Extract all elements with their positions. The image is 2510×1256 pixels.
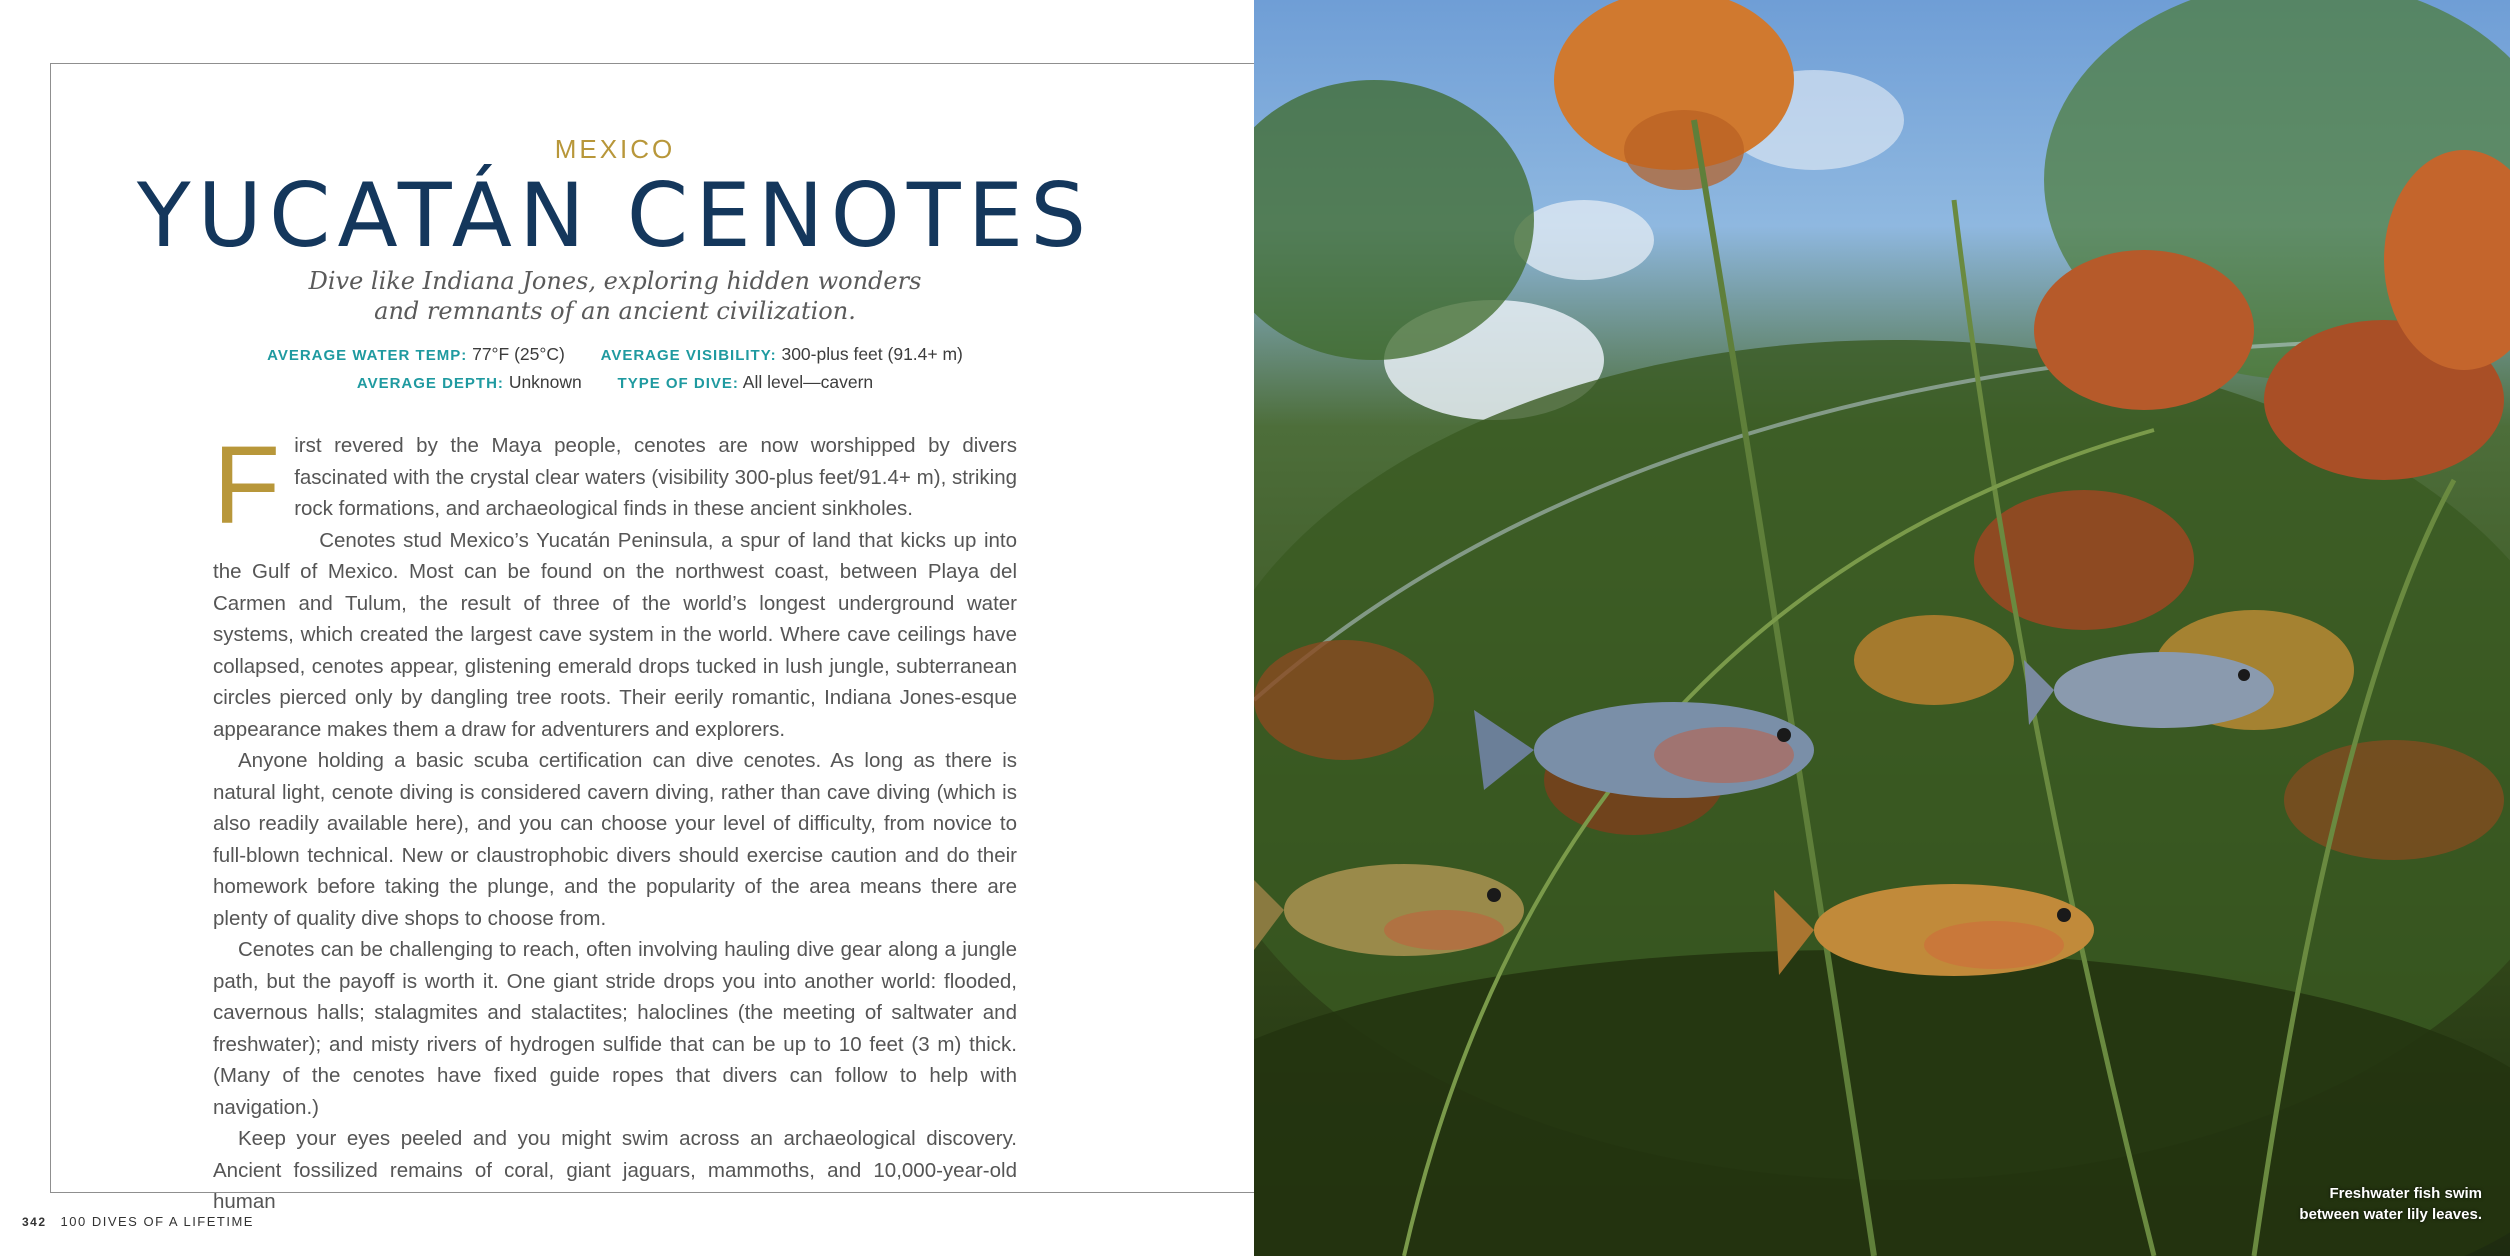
- visibility-value: 300-plus feet (91.4+ m): [781, 344, 963, 364]
- caption-line-2: between water lily leaves.: [2299, 1206, 2482, 1223]
- dive-stats: [0, 341, 1230, 397]
- page-title: YUCATÁN CENOTES: [136, 164, 1094, 267]
- left-page: [0, 0, 1254, 1256]
- paragraph-1: [213, 424, 1017, 547]
- page-number: 342: [22, 1215, 47, 1229]
- deck-line-1: Dive like Indiana Jones, exploring hidden wonders: [308, 267, 922, 295]
- photo-illustration: [1254, 0, 2510, 1256]
- water-temp-value: 77°F (25°C): [472, 344, 565, 364]
- stats-row-1: [0, 341, 1230, 369]
- paragraph-1-text: irst revered by the Maya people, cenotes are now worshipped by divers fascinated with the crystal clear waters (visibility 300-plus feet/91.4+ m), striking rock formations, and archaeological finds in these ancient sinkholes.: [294, 434, 1017, 520]
- dive-type-label: TYPE OF DIVE:: [617, 375, 739, 392]
- paragraph-5: Keep your eyes peeled and you might swim across an archaeological discovery. Ancient fossilized remains of coral, giant jaguars, mammoths, and 10,000-year-old human: [213, 1127, 1017, 1213]
- photo-caption: [2299, 1183, 2482, 1225]
- page-footer: [22, 1214, 254, 1229]
- book-title: 100 DIVES OF A LIFETIME: [60, 1214, 254, 1229]
- paragraph-2: Cenotes stud Mexico’s Yucatán Peninsula, a spur of land that kicks up into the Gulf of Mexico. Most can be found on the northwest coast, between Playa del Carmen and Tulum, the result of three of the world’s longest underground water systems, which created the largest cave system in the world. Where cave ceilings have collapsed, cenotes appear, glistening emerald drops tucked in lush jungle, subterranean circles pierced only by dangling tree roots. Their eerily romantic, Indiana Jones-esque appearance makes them a draw for adventurers and explorers.: [213, 528, 1017, 741]
- deck-line-2: and remnants of an ancient civilization.: [374, 297, 856, 325]
- underwater-photo: [1254, 0, 2510, 1256]
- location-kicker: MEXICO: [554, 134, 676, 164]
- paragraph-3: Anyone holding a basic scuba certification can dive cenotes. As long as there is natural light, cenote diving is considered cavern diving, rather than cave diving (which is also readily available here), and you can choose your level of difficulty, from novice to full-blown technical. New or claustrophobic divers should exercise caution and do their homework before taking the plunge, and the popularity of the area means there are plenty of quality dive shops to choose from.: [213, 749, 1017, 930]
- caption-line-1: Freshwater fish swim: [2329, 1185, 2482, 1202]
- water-temp-label: AVERAGE WATER TEMP:: [267, 347, 468, 364]
- deck: [0, 266, 1230, 326]
- dive-type-value: All level—cavern: [742, 372, 874, 392]
- drop-cap: F: [213, 424, 281, 547]
- depth-label: AVERAGE DEPTH:: [356, 375, 504, 392]
- visibility-label: AVERAGE VISIBILITY:: [600, 347, 777, 364]
- depth-value: Unknown: [508, 372, 582, 392]
- article-body: [213, 424, 1017, 1218]
- paragraph-4: Cenotes can be challenging to reach, often involving hauling dive gear along a jungle path, but the payoff is worth it. One giant stride drops you into another world: flooded, cavernous halls; stalagmites and stalactites; haloclines (the meeting of saltwater and freshwater); and misty rivers of hydrogen sulfide that can be up to 10 feet (3 m) thick. (Many of the cenotes have fixed guide ropes that divers can follow to help with navigation.): [213, 938, 1017, 1119]
- stats-row-2: [0, 369, 1230, 397]
